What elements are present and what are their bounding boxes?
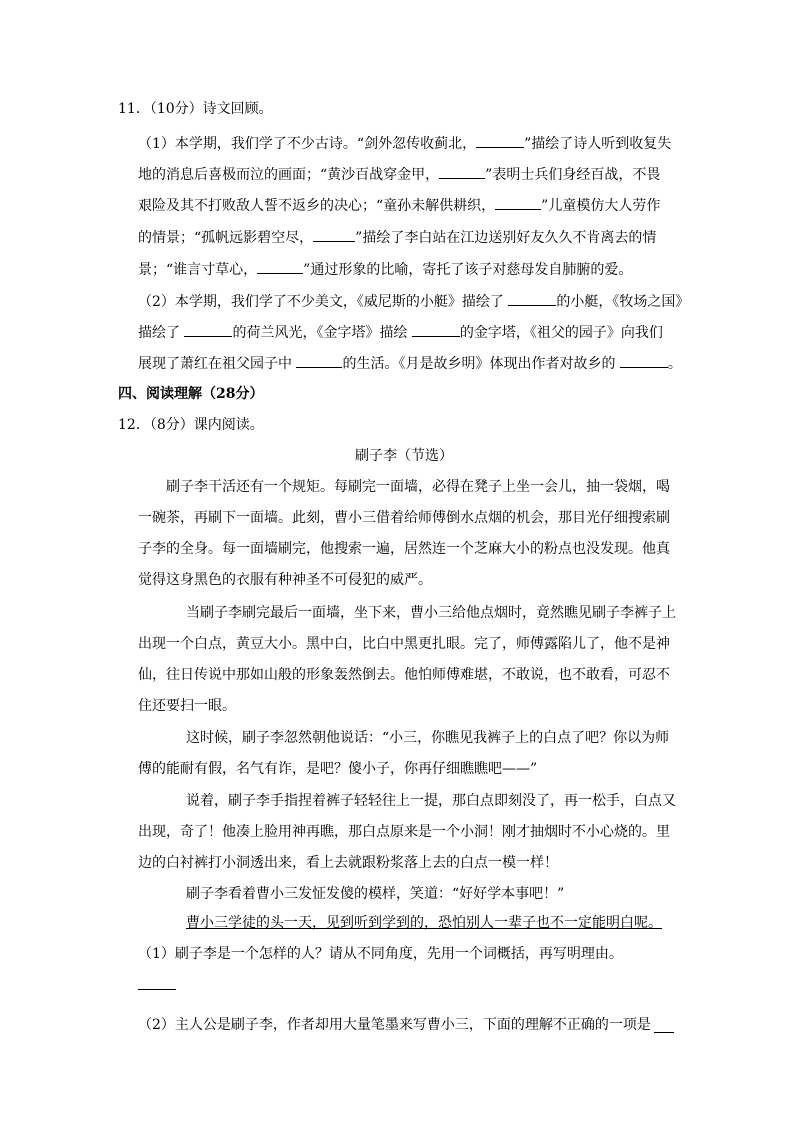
passage-para6-underlined: 曹小三学徒的头一天，见到听到学到的，恐怕别人一辈子也不一定能明白呢。: [186, 915, 662, 931]
passage-para1-line4: 觉得这身黑色的衣服有种神圣不可侵犯的威严。: [138, 572, 432, 588]
passage-title: 刷子李（节选）: [355, 448, 453, 464]
q11-p1-line3: 艰险及其不打败敌人誓不返乡的决心；“童孙未解供耕织， ”儿童模仿大人劳作: [138, 193, 660, 217]
passage-para1-line1: 刷子李干活还有一个规矩。每刷完一面墙，必得在凳子上坐一会儿，抽一袋烟，喝: [166, 479, 670, 495]
passage-para1-line2: 一碗茶，再刷下一面墙。此刻，曹小三借着给师傅倒水点烟的机会，那目光仔细搜索刷: [138, 510, 670, 526]
q11-p2-line1: （2）本学期，我们学了不少美文，《威尼斯的小艇》描绘了 的小艇，《牧场之国》: [138, 289, 689, 313]
passage-para2-line1: 当刷子李刷完最后一面墙，坐下来，曹小三给他点烟时，竟然瞧见刷子李裤子上: [186, 605, 676, 621]
q11-header: 11．（10分）诗文回顾。: [118, 101, 273, 117]
passage-para2-line4: 住还要扫一眼。: [138, 698, 236, 714]
q12-sub2: （2）主人公是刷子李，作者却用大量笔墨来写曹小三，下面的理解不正确的一项是: [138, 1017, 651, 1033]
answer-blank[interactable]: [439, 162, 485, 179]
answer-blank[interactable]: [620, 351, 668, 368]
answer-blank[interactable]: [476, 131, 524, 148]
q11-p1-line4: 的情景；“孤帆远影碧空尽， ”描绘了李白站在江边送别好友久久不肯离去的情: [138, 225, 656, 249]
passage-para3-line2: 傅的能耐有假，名气有诈，是吧？傻小子，你再仔细瞧瞧吧——”: [138, 761, 538, 777]
answer-blank[interactable]: [508, 289, 556, 306]
answer-blank[interactable]: [313, 225, 355, 242]
q11-p1-line1: （1）本学期，我们学了不少古诗。“剑外忽传收蓟北， ”描绘了诗人听到收复失: [138, 131, 671, 155]
q11-p2-line2: 描绘了 的荷兰风光，《金字塔》描绘 的金字塔，《祖父的园子》向我们: [138, 320, 663, 344]
passage-para4-line3: 边的白衬裤打小洞透出来，看上去就跟粉浆落上去的白点一模一样！: [138, 855, 558, 871]
q11-p1-line5: 景；“谁言寸草心， ”通过形象的比喻，寄托了该子对慈母发自肺腑的爱。: [138, 257, 632, 281]
passage-para3-line1: 这时候，刷子李忽然朝他说话：“小三，你瞧见我裤子上的白点了吧？你以为师: [186, 730, 670, 746]
passage-para1-line3: 子李的全身。每一面墙刷完，他搜索一遍，居然连一个芝麻大小的粉点也没发现。他真: [138, 541, 670, 557]
q12-sub1: （1）刷子李是一个怎样的人？请从不同角度，先用一个词概括，再写明理由。: [138, 946, 623, 962]
section-heading: 四、阅读理解（28分）: [118, 386, 264, 402]
answer-blank[interactable]: [654, 1032, 674, 1033]
answer-blank[interactable]: [495, 193, 541, 210]
answer-blank[interactable]: [296, 351, 342, 368]
answer-blank[interactable]: [257, 257, 303, 274]
q12-header: 12．（8分）课内阅读。: [118, 417, 264, 433]
answer-blank[interactable]: [184, 320, 232, 337]
passage-para2-line2: 出现一个白点，黄豆大小。黑中白，比白中黑更扎眼。完了，师傅露陷儿了，他不是神: [138, 636, 670, 652]
passage-para4-line1: 说着，刷子李手指捏着裤子轻轻往上一提，那白点即刻没了，再一松手，白点又: [186, 793, 676, 809]
passage-para4-line2: 出现，奇了！他凑上脸用神再瞧，那白点原来是一个小洞！刚才抽烟时不小心烧的。里: [138, 824, 670, 840]
passage-para5: 刷子李看着曹小三发怔发傻的模样，笑道：“好好学本事吧！”: [186, 886, 565, 902]
answer-line[interactable]: [138, 989, 176, 990]
passage-para2-line3: 仙，往日传说中那如山般的形象轰然倒去。他怕师傅难堪，不敢说，也不敢看，可忍不: [138, 667, 670, 683]
q11-p1-line2: 地的消息后喜极而泣的画面；“黄沙百战穿金甲， ”表明士兵们身经百战，不畏: [138, 162, 660, 186]
q11-p2-line3: 展现了萧红在祖父园子中 的生活。《月是故乡明》体现出作者对故乡的 。: [138, 351, 682, 375]
answer-blank[interactable]: [412, 320, 460, 337]
